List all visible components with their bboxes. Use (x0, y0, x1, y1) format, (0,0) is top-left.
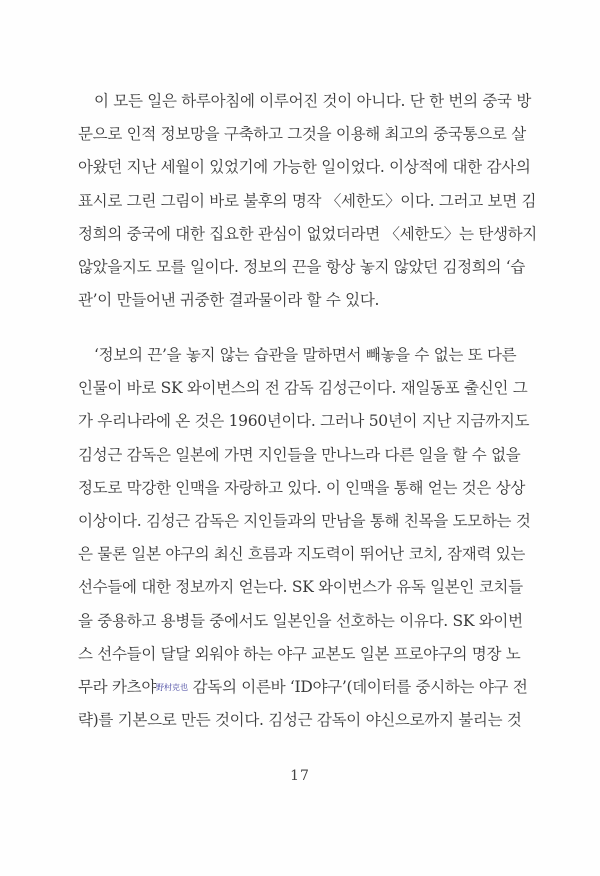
text-line: 은 물론 일본 야구의 최신 흐름과 지도력이 뛰어난 코치, 잠재력 있는 (78, 545, 526, 564)
text-segment: 무라 카츠야 (78, 677, 156, 696)
text-line: 표시로 그린 그림이 바로 불후의 명작 〈세한도〉이다. 그러고 보면 김 (78, 191, 537, 210)
text-line: 문으로 인적 정보망을 구축하고 그것을 이용해 최고의 중국통으로 살 (78, 125, 526, 144)
text-line: 이 모든 일은 하루아침에 이루어진 것이 아니다. 단 한 번의 중국 방 (94, 92, 532, 110)
text-line: 아왔던 지난 세월이 있었기에 가능한 일이었다. 이상적에 대한 감사의 (78, 158, 531, 177)
page-number: 17 (290, 768, 310, 784)
paragraph-2 (78, 339, 531, 737)
text-line-with-ruby (78, 671, 528, 704)
text-line: 정희의 중국에 대한 집요한 관심이 없었더라면 〈세한도〉는 탄생하지 (78, 224, 537, 243)
text-line: 인물이 바로 SK 와이번스의 전 감독 김성근이다. 재일동포 출신인 그 (78, 379, 528, 398)
text-line: 가 우리나라에 온 것은 1960년이다. 그러나 50년이 지난 지금까지도 (78, 412, 530, 431)
text-line: 관’이 만들어낸 귀중한 결과물이라 할 수 있다. (78, 291, 380, 310)
text-line: 이상이다. 김성근 감독은 지인들과의 만남을 통해 친목을 도모하는 것 (78, 511, 531, 530)
text-line: 을 중용하고 용병들 중에서도 일본인을 선호하는 이유다. SK 와이번 (78, 611, 523, 630)
text-line: 정도로 막강한 인맥을 자랑하고 있다. 이 인맥을 통해 얻는 것은 상상 (78, 478, 526, 497)
text-line: 선수들에 대한 정보까지 얻는다. SK 와이번스가 유독 일본인 코치들 (78, 578, 523, 597)
text-segment: 감독의 이른바 ‘ID야구’(데이터를 중시하는 야구 전 (188, 677, 528, 696)
paragraph-1 (78, 85, 537, 317)
text-line: 않았을지도 모를 일이다. 정보의 끈을 항상 놓지 않았던 김정희의 ‘습 (78, 257, 526, 276)
text-line: ‘정보의 끈’을 놓지 않는 습관을 말하면서 빼놓을 수 없는 또 다른 (94, 346, 517, 364)
text-line: 략)를 기본으로 만든 것이다. 김성근 감독이 야신으로까지 불리는 것 (78, 711, 522, 730)
text-line: 김성근 감독은 일본에 가면 지인들을 만나느라 다른 일을 할 수 없을 (78, 445, 521, 464)
text-line: 스 선수들이 달달 외워야 하는 야구 교본도 일본 프로야구의 명장 노 (78, 644, 521, 663)
kanji-annotation: 野村克也 (156, 682, 188, 692)
